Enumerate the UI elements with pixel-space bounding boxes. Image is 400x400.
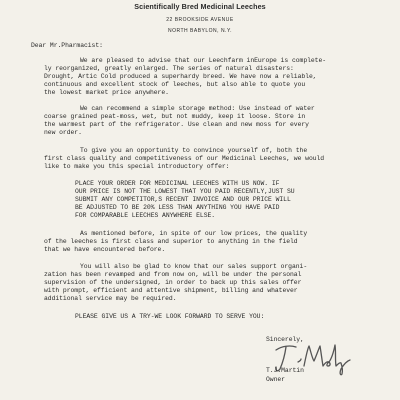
paragraph-line: the warmest part of the refrigerator. Use clean and new moss for every [44, 121, 309, 128]
company-city: NORTH BABYLON, N.Y. [167, 28, 233, 34]
paragraph-line: To give you an opportunity to convince yourself of, both the [80, 147, 308, 154]
paragraph-line: additional service may be required. [44, 295, 177, 302]
offer-line: PLACE YOUR ORDER FOR MEDICINAL LEECHES WITH US NOW. IF [75, 180, 280, 187]
paragraph-line: We can recommend a simple storage method: Use instead of water [80, 105, 315, 112]
paragraph-line: that we have encountered before. [44, 246, 166, 253]
company-name: Scientifically Bred Medicinal Leeches [134, 2, 266, 11]
paragraph-line: ly reorganized, greatly enlarged. The series of natural disasters: [44, 65, 294, 72]
offer-line: BE ADJUSTED TO BE 20% LESS THAN ANYTHING YOU HAVE PAID [75, 204, 280, 211]
paragraph-line: As mentioned before, in spite of our low prices, the quality [80, 230, 308, 237]
paragraph-line: of the leeches is first class and superior to anything in the field [44, 238, 298, 245]
paragraph-line: first class quality and competitiveness of our Medicinal Leeches, we would [44, 155, 325, 162]
salutation: Dear Mr.Pharmacist: [31, 42, 103, 49]
paragraph-line: coarse grained peat-moss, wet, but not muddy, keep it loose. Store in [44, 113, 306, 120]
offer-line: OUR PRICE IS NOT THE LOWEST THAT YOU PAID RECENTLY,JUST SU [75, 188, 295, 195]
paragraph-line: Drought, Artic Cold produced a superhardy breed. We have now a reliable, [44, 73, 317, 80]
sign-off: Sincerely, [266, 336, 304, 343]
paragraph-line: new order. [44, 129, 82, 136]
paragraph-line: the lowest market price anywhere. [44, 89, 169, 96]
paragraph-line: with prompt, efficient and attentive shipment, billing and whatever [44, 287, 298, 294]
paragraph-line: zation has been revamped and from now on, will be under the personal [44, 271, 302, 278]
paragraph-line: like to make you this special introductory offer: [44, 163, 230, 170]
paragraph-line: You will also be glad to know that our sales support organi- [80, 263, 308, 270]
paragraph-line: continuous and excellent stock of leeches, but also able to quote you [44, 81, 306, 88]
offer-line: FOR COMPARABLE LEECHES ANYWHERE ELSE. [75, 212, 216, 219]
paragraph-line: supervision of the undersigned, in order to back up this sales offer [44, 279, 302, 286]
offer-line: SUBMIT ANY COMPETITOR,S RECENT INVOICE AND OUR PRICE WILL [75, 196, 291, 203]
company-street: 22 BROOKSIDE AVENUE [166, 17, 234, 23]
signer-title: Owner [266, 376, 285, 383]
closing-line: PLEASE GIVE US A TRY-WE LOOK FORWARD TO SERVE YOU: [75, 313, 265, 320]
letterhead [0, 0, 400, 34]
paragraph-line: We are pleased to advise that our Leechfarm inEurope is complete- [80, 57, 327, 64]
signer-name: T.J.Martin [266, 367, 304, 374]
